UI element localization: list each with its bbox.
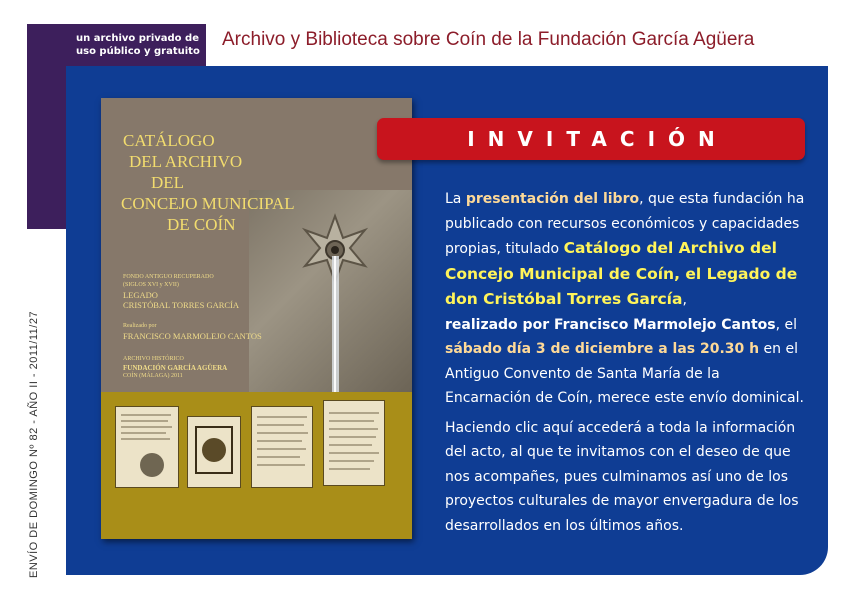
tagline-line-1: un archivo privado de: [76, 33, 199, 44]
book-legado-label: LEGADO: [123, 290, 158, 300]
presentacion-highlight: presentación del libro: [465, 191, 640, 207]
text-span: , que esta fundación ha publicado con recursos económicos y capacidades propias, titulado: [445, 191, 805, 257]
manuscript-image: [115, 406, 179, 488]
seal-document-image: [187, 416, 241, 488]
manuscript-image: [323, 400, 385, 486]
tagline-box: [66, 24, 206, 66]
book-title-line: DE COÍN: [167, 215, 236, 234]
book-title-line: DEL: [151, 173, 185, 192]
text-span: La: [445, 191, 466, 207]
date-highlight: sábado día 3 de diciembre a las 20.30 h: [445, 341, 760, 357]
book-title-highlight: Catálogo del Archivo del Concejo Municipal de Coín, el Legado de don Cristóbal Torres García: [445, 239, 798, 308]
book-title-line: DEL ARCHIVO: [129, 152, 243, 171]
book-title-line: CONCEJO MUNICIPAL: [121, 194, 295, 213]
tagline-line-2: uso público y gratuito: [76, 46, 200, 57]
book-fondo-line-1: FONDO ANTIGUO RECUPERADO: [123, 274, 214, 280]
manuscript-image: [251, 406, 313, 488]
book-title: [119, 130, 295, 235]
text-span: en el Antiguo Convento de Santa María de la Encarnación de Coín, merece este envío dominical.: [445, 341, 804, 406]
book-title-line: CATÁLOGO: [123, 131, 215, 150]
invitation-body: [445, 187, 810, 538]
paragraph-more-info-link[interactable]: Haciendo clic aquí accederá a toda la información del acto, al que te invitamos con el deseo de que nos acompañes, pues culminamos así uno de los proyectos culturales de mayor envergadura de los desarrollados en los últimos años.: [445, 419, 799, 534]
book-legado-name: CRISTÓBAL TORRES GARCÍA: [123, 300, 240, 310]
book-archive-line-3: COÍN (MÁLAGA) 2011: [123, 373, 183, 379]
book-archive-line-2: FUNDACIÓN GARCÍA AGÜERA: [123, 364, 228, 372]
book-cover-image[interactable]: [101, 98, 412, 539]
purple-side-bar: [27, 24, 66, 229]
header-title: Archivo y Biblioteca sobre Coín de la Fundación García Agüera: [222, 29, 755, 50]
book-realizado-name: FRANCISCO MARMOLEJO CANTOS: [123, 331, 262, 341]
invitation-banner: INVITACIÓN: [377, 118, 805, 160]
book-fondo-line-2: (SIGLOS XVI y XVII): [123, 282, 179, 288]
paragraph-presentation: [445, 187, 810, 411]
book-realizado-label: Realizado por: [123, 323, 157, 329]
book-archive-line-1: ARCHIVO HISTÓRICO: [123, 356, 184, 362]
side-label: ENVÍO DE DOMINGO Nº 82 - AÑO II - 2011/11/27: [28, 310, 40, 578]
text-span: ,: [682, 292, 687, 308]
text-span: , el: [775, 316, 797, 333]
author-text: realizado por Francisco Marmolejo Cantos: [445, 316, 776, 333]
